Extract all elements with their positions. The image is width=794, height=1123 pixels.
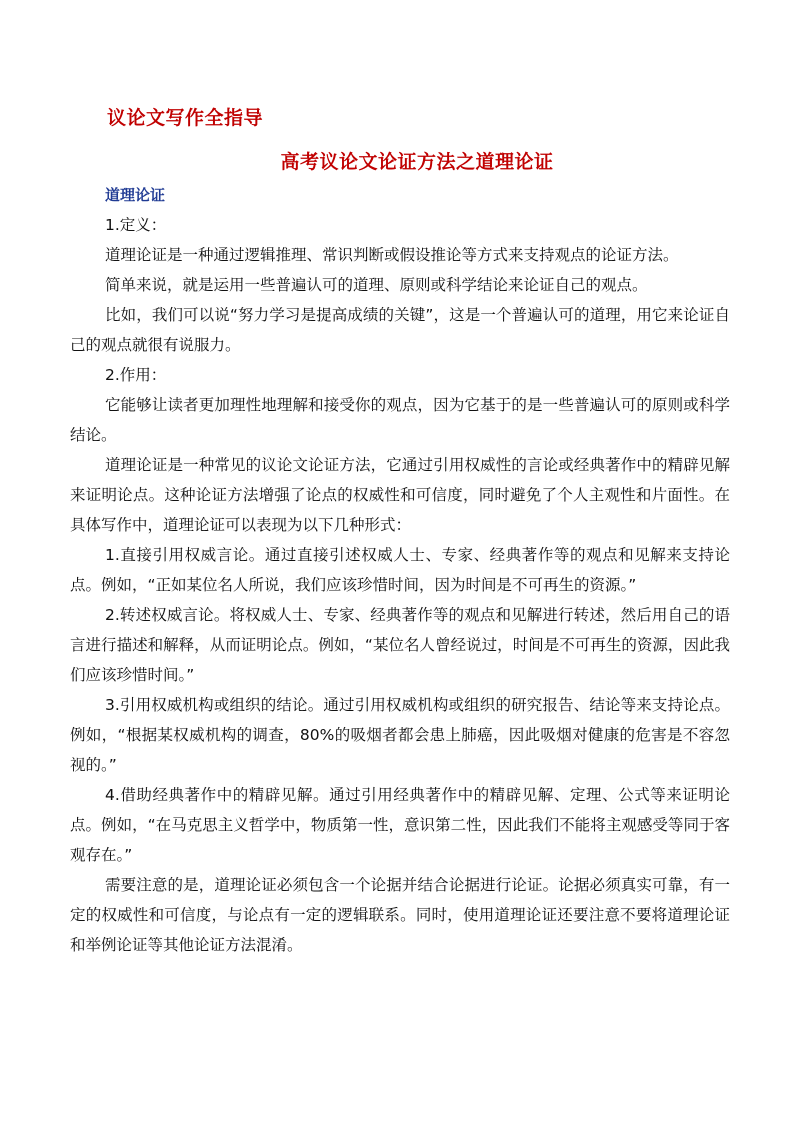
section-heading: 道理论证 bbox=[105, 186, 166, 204]
list-item: 1.直接引用权威言论。通过直接引述权威人士、专家、经典著作等的观点和见解来支持论点。例如，“正如某位名人所说，我们应该珍惜时间，因为时间是不可再生的资源。” bbox=[70, 546, 730, 594]
definition-label: 1.定义： bbox=[105, 216, 167, 234]
function-label: 2.作用： bbox=[105, 366, 167, 384]
document-title: 高考议论文论证方法之道理论证 bbox=[280, 151, 554, 173]
body-text bbox=[70, 210, 730, 960]
series-title: 议论文写作全指导 bbox=[107, 107, 264, 129]
paragraph: 需要注意的是，道理论证必须包含一个论据并结合论据进行论证。论据必须真实可靠，有一定的权威性和可信度，与论点有一定的逻辑联系。同时，使用道理论证还要注意不要将道理论证和举例论证等其他论证方法混淆。 bbox=[70, 876, 730, 954]
list-item: 4.借助经典著作中的精辟见解。通过引用经典著作中的精辟见解、定理、公式等来证明论点。例如，“在马克思主义哲学中，物质第一性，意识第二性，因此我们不能将主观感受等同于客观存在。” bbox=[70, 786, 730, 864]
paragraph: 道理论证是一种通过逻辑推理、常识判断或假设推论等方式来支持观点的论证方法。 bbox=[105, 246, 679, 264]
list-item: 2.转述权威言论。将权威人士、专家、经典著作等的观点和见解进行转述，然后用自己的语言进行描述和解释，从而证明论点。例如，“某位名人曾经说过，时间是不可再生的资源，因此我们应该珍惜时间。” bbox=[70, 606, 730, 684]
paragraph: 比如，我们可以说“努力学习是提高成绩的关键”，这是一个普遍认可的道理，用它来论证自己的观点就很有说服力。 bbox=[70, 306, 730, 354]
paragraph: 简单来说，就是运用一些普遍认可的道理、原则或科学结论来论证自己的观点。 bbox=[105, 276, 648, 294]
list-item: 3.引用权威机构或组织的结论。通过引用权威机构或组织的研究报告、结论等来支持论点。例如，“根据某权威机构的调查，80%的吸烟者都会患上肺癌，因此吸烟对健康的危害是不容忽视的。” bbox=[70, 696, 730, 774]
paragraph: 它能够让读者更加理性地理解和接受你的观点，因为它基于的是一些普遍认可的原则或科学结论。 bbox=[70, 396, 730, 444]
paragraph: 道理论证是一种常见的议论文论证方法，它通过引用权威性的言论或经典著作中的精辟见解来证明论点。这种论证方法增强了论点的权威性和可信度，同时避免了个人主观性和片面性。在具体写作中，道理论证可以表现为以下几种形式： bbox=[70, 456, 730, 534]
